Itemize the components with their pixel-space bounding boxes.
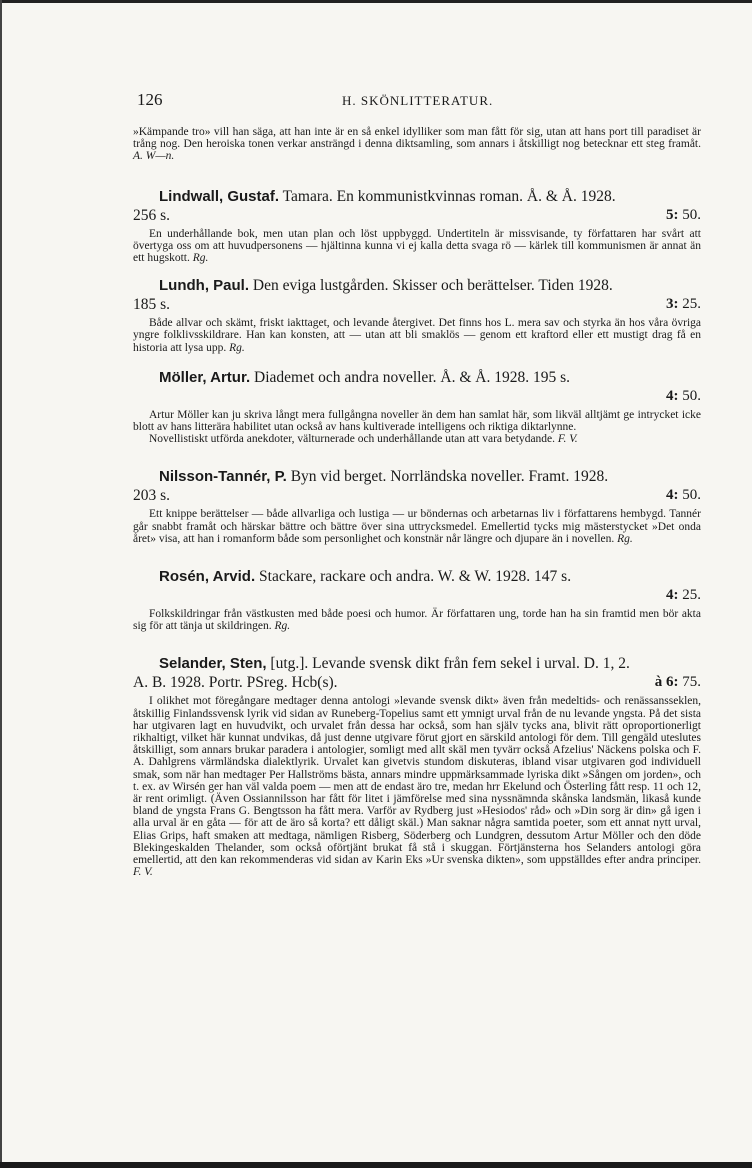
entry-title-line: Tamara. En kommunistkvinnas roman. Å. & Å. 1928. — [282, 187, 616, 205]
entry-heading — [133, 654, 701, 673]
entry-author: Lindwall, Gustaf. — [159, 187, 280, 205]
entry-price — [655, 673, 701, 692]
entry-heading — [133, 187, 701, 206]
text-column — [133, 126, 701, 879]
price-amount: 4: — [666, 387, 679, 404]
price-amount: 4: — [666, 587, 679, 604]
price-amount: 3: — [666, 296, 679, 313]
entry-review — [133, 317, 701, 354]
entry-price — [666, 295, 701, 314]
entry-heading-line2 — [133, 295, 701, 314]
entry-nilsson-tanner — [133, 467, 701, 545]
entry-pages: 203 s. — [133, 487, 171, 505]
entry-title-line: Stackare, rackare och andra. W. & W. 1928. 147 s. — [259, 568, 572, 586]
review-text: Folkskildringar från västkusten med både poesi och humor. Är författaren ung, torde han ha sin framtid men bör akta sig för att tänja ut skildringen. — [133, 608, 701, 633]
entry-author: Lundh, Paul. — [159, 277, 249, 295]
entry-author: Möller, Artur. — [159, 368, 251, 386]
review-signature: Rg. — [192, 252, 209, 265]
entry-review — [133, 409, 701, 433]
price-cents: 25. — [678, 296, 701, 313]
scan-edge-top — [0, 0, 752, 3]
entry-heading — [133, 368, 701, 387]
entry-heading — [133, 567, 701, 586]
review-text: Ett knippe berättelser — både allvarliga och lustiga — ur böndernas och arbetarnas liv i författarens hembygd. Tannér går snabbt framåt och härskar bättre och bättre över sina uttrycksmedel. Emellertid tycks mig mästerstycket »Det onda året» visa, att han i romanform både som personlighet och konstnär når längre och djupare än i novellen. — [133, 508, 701, 545]
review-text: En underhållande bok, men utan plan och löst uppbyggd. Undertiteln är missvisande, ty författaren har svårt att övertyga oss om att huvudpersonens — hjältinna kunna vi ej kalla detta svaga rö — kärlek till kommunismen är annat än ett hugskott. — [133, 227, 701, 265]
entry-heading-line2 — [133, 206, 701, 225]
entry-review — [133, 228, 701, 265]
running-title: H. SKÖNLITTERATUR. — [342, 93, 494, 108]
price-amount: 5: — [666, 206, 679, 223]
entry-title-line: Den eviga lustgården. Skisser och berättelser. Tiden 1928. — [252, 277, 613, 295]
entry-pages: 185 s. — [133, 296, 171, 314]
entry-author: Rosén, Arvid. — [159, 568, 256, 586]
entry-review — [133, 508, 701, 545]
entry-heading — [133, 467, 701, 486]
entry-price — [666, 206, 701, 225]
review-signature: F. V. — [557, 433, 578, 446]
price-cents: 75. — [678, 674, 701, 691]
entry-price — [666, 586, 701, 605]
entry-heading — [133, 276, 701, 295]
entry-selander — [133, 654, 701, 878]
scan-edge-left — [0, 0, 2, 1168]
review-signature: Rg. — [274, 620, 291, 633]
entry-lindwall — [133, 187, 701, 265]
intro-paragraph — [133, 126, 701, 163]
entry-publisher: A. B. 1928. Portr. PSreg. Hcb(s). — [133, 674, 338, 692]
entry-author: Nilsson-Tannér, P. — [159, 468, 287, 486]
entry-title-line: Byn vid berget. Norrländska noveller. Framt. 1928. — [290, 468, 609, 486]
price-cents: 50. — [678, 206, 701, 223]
entry-review — [133, 608, 701, 632]
entry-lundh — [133, 276, 701, 354]
entry-author: Selander, Sten, — [159, 655, 267, 673]
page-number: 126 — [137, 90, 163, 109]
price-cents: 50. — [678, 387, 701, 404]
page-header — [137, 90, 700, 114]
price-cents: 25. — [678, 587, 701, 604]
entry-heading-line2 — [133, 673, 701, 692]
review-signature: F. V. — [133, 866, 153, 879]
entry-review-second — [133, 433, 701, 445]
entry-review — [133, 695, 701, 878]
price-cents: 50. — [678, 487, 701, 504]
intro-text: »Kämpande tro» vill han säga, att han inte är en så enkel idylliker som man fått för sig, utan att hans port till paradiset är trång nog. Den heroiska tonen verkar ansträngd i denna diktsamling, som annars i åtskilligt nog betecknar ett steg framåt. — [133, 126, 701, 151]
review-text: Både allvar och skämt, friskt iakttaget, och levande återgivet. Det finns hos L. mera sav och styrka än hos våra övriga yngre folklivsskildrare. Han kan konsten, att — utan att bli smaklös — genom ett kraftord eller ett mustigt drag få en historia att lysa upp. — [133, 317, 701, 354]
price-amount: 4: — [666, 487, 679, 504]
entry-price — [666, 387, 701, 406]
review-text: I olikhet mot föregångare medtager denna antologi »levande svensk dikt» även från medeltids- och renässansseklen, åtskillig Finlandssvensk lyrik vid sidan av Runeberg-Topelius samt ett ymnigt urval från de nu levande yngsta. På det sista har utgivaren lagt en huvudvikt, och urvalet från dessa har också, som han själv tycks ana, blivit rätt oproportionerligt rikhaltigt, vilket här kunnat undvikas, då just denne utgivare förut gjort en särskild antologi för dem. Till gengäld uteslutes åtskilligt, som annars brukar paradera i antologier, somligt med allt skäl men tyvärr också Afzelius' Näckens polska och F. A. Dahlgrens värmländska dialektlyrik. Urvalet kan givetvis stundom diskuteras, ibland visar utgivaren god individuell smak, som när han medtager Per Hallströms bästa, annars mindre uppmärksammade lyriska dikt »Sången om jorden», och t. ex. av Wirsén ger han väl valda poem — men att de endast äro tre, medan hrr Ekelund och Österling fått resp. 11 och 12, är rent orimligt. (Även Ossiannilsson har fått för litet i jämförelse med sina nyssnämnda skånska landsmän, likaså kunde bland de yngsta Frans G. Bengtsson ha fått mera. Varför av Rydberg just »Hesiodos' råd» och »Din sorg är din» gå igen i alla urval är en gåta — för att de äro så korta? ett dåligt skäl.) Man saknar några samtida poeter, som ett annat nytt urval, Elias Grips, haft smaken att medtaga, nämligen Risberg, Söderberg och Lundgren, dessutom Artur Möller och den döde Blekingeskalden Thelander, som också oförtjänt brukat få stå i skuggan. Förtjänsterna hos Selanders antologi göra emellertid, att den kan rekommenderas vid sidan av Karin Eks »Ur svenska dikten», som uppställdes efter andra principer. — [133, 695, 701, 867]
entry-title-line: Diademet och andra noveller. Å. & Å. 1928. 195 s. — [254, 368, 570, 386]
entry-price — [666, 486, 701, 505]
review-text: Artur Möller kan ju skriva långt mera fullgångna noveller än dem han samlat här, som likväl alltjämt ge intrycket icke blott av hans litterära habilitet utan också av hans kultiverade intelligens och riktiga diktarlynne. — [133, 408, 701, 434]
review-text: Novellistiskt utförda anekdoter, välturnerade och underhållande utan att vara betydande. — [149, 433, 556, 446]
entry-pages: 256 s. — [133, 206, 171, 224]
entry-moller — [133, 368, 701, 446]
review-signature: Rg. — [617, 532, 633, 545]
entry-heading-line2 — [133, 486, 701, 505]
intro-signature: A. W—n. — [133, 150, 175, 163]
entry-title-line: [utg.]. Levande svensk dikt från fem sekel i urval. D. 1, 2. — [270, 655, 630, 673]
review-signature: Rg. — [229, 341, 245, 354]
scan-edge-bottom — [0, 1162, 752, 1168]
entry-rosen — [133, 567, 701, 632]
price-amount: à 6: — [654, 674, 679, 691]
